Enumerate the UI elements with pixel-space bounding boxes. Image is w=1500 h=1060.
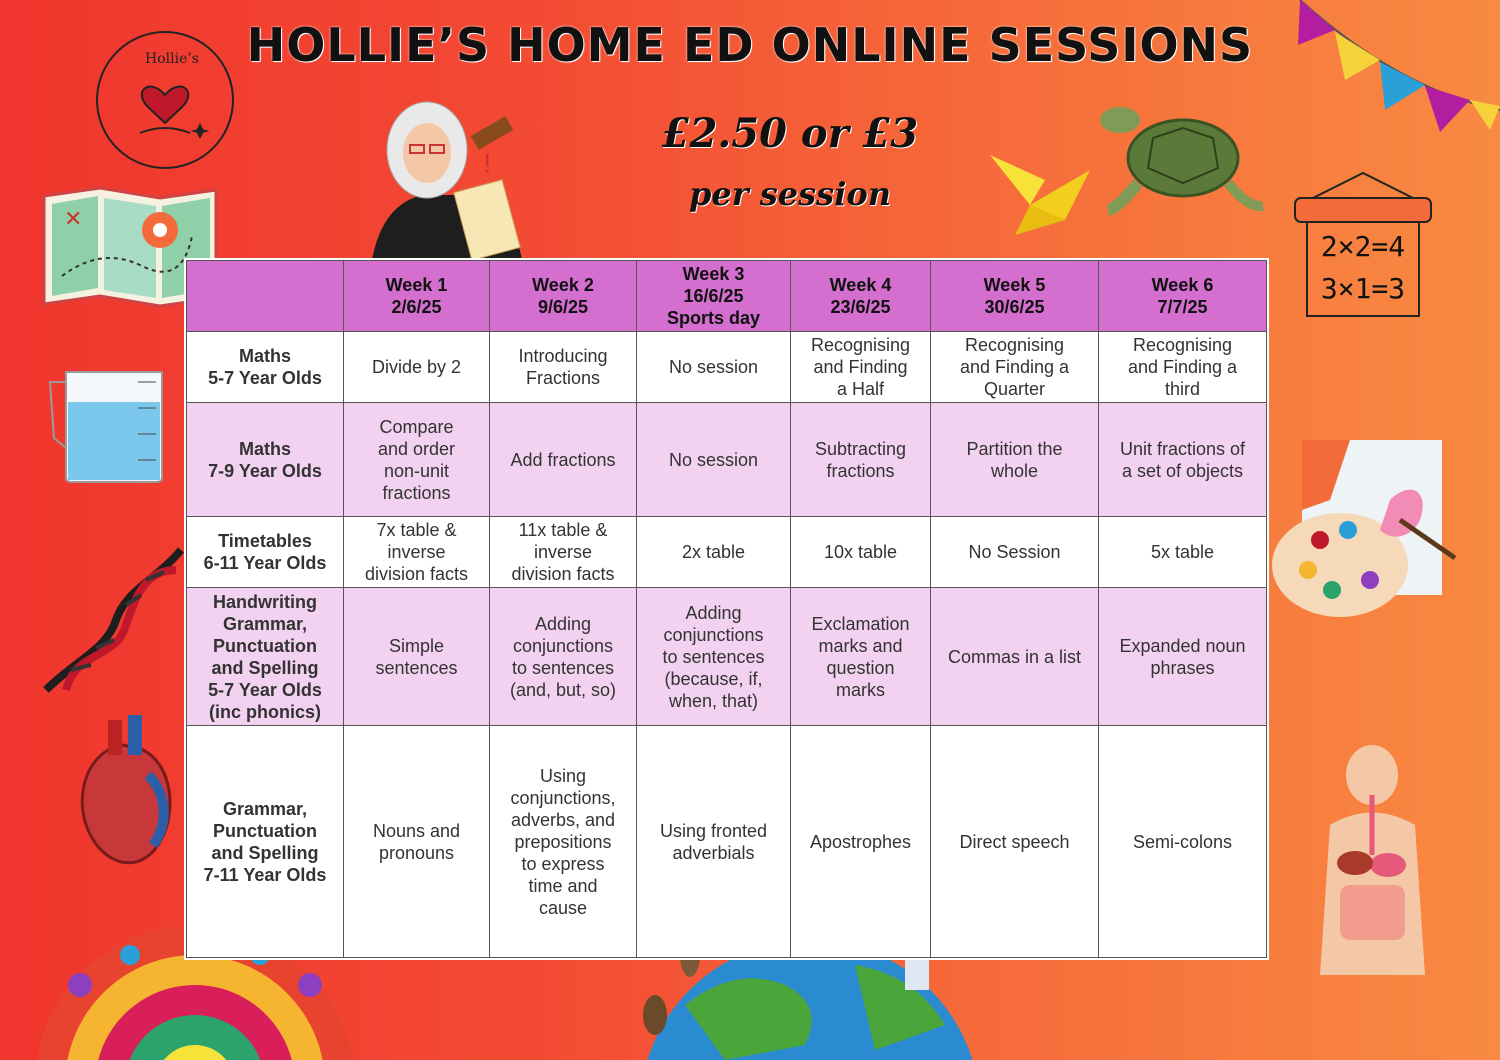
week-date: 30/6/25 bbox=[984, 297, 1045, 317]
logo-text: Hollie’s bbox=[145, 51, 199, 67]
per-session-text: per session bbox=[689, 175, 891, 213]
page-title: HOLLIE’S HOME ED ONLINE SESSIONS bbox=[246, 18, 1254, 72]
svg-text:!: ! bbox=[482, 150, 493, 180]
session-cell: Recognising and Finding a Half bbox=[791, 332, 931, 403]
table-row bbox=[187, 403, 1267, 517]
week-label: Week 3 bbox=[682, 264, 745, 284]
session-cell: Recognising and Finding a third bbox=[1099, 332, 1267, 403]
week-header bbox=[1099, 261, 1267, 332]
subject-cell: Maths 5-7 Year Olds bbox=[187, 332, 344, 403]
subject-cell: Maths 7-9 Year Olds bbox=[187, 403, 344, 517]
anatomical-heart-icon bbox=[68, 715, 183, 875]
chalkboard-line-2: 3×1=3 bbox=[1320, 272, 1406, 305]
week-date: 7/7/25 bbox=[1157, 297, 1208, 317]
session-cell: Introducing Fractions bbox=[490, 332, 637, 403]
week-date: 9/6/25 bbox=[537, 297, 589, 317]
table-row bbox=[187, 588, 1267, 726]
session-cell: Unit fractions of a set of objects bbox=[1099, 403, 1267, 517]
session-timetable bbox=[186, 260, 1267, 958]
session-cell: Compare and order non-unit fractions bbox=[344, 403, 490, 517]
svg-text:✕: ✕ bbox=[64, 207, 83, 232]
week-label: Week 4 bbox=[829, 275, 892, 295]
session-cell: Expanded noun phrases bbox=[1099, 588, 1267, 726]
chalkboard-line-1: 2×2=4 bbox=[1320, 230, 1406, 263]
subject-cell: Grammar, Punctuation and Spelling 7-11 Year Olds bbox=[187, 726, 344, 958]
session-cell: Divide by 2 bbox=[344, 332, 490, 403]
chalkboard-icon bbox=[1293, 168, 1433, 318]
session-cell: Add fractions bbox=[490, 403, 637, 517]
paint-palette-icon bbox=[1270, 440, 1458, 620]
session-cell: 10x table bbox=[791, 517, 931, 588]
week-header bbox=[344, 261, 490, 332]
week-date: 16/6/25 bbox=[683, 286, 744, 306]
session-cell: Apostrophes bbox=[791, 726, 931, 958]
week-header bbox=[637, 261, 791, 332]
session-cell: Subtracting fractions bbox=[791, 403, 931, 517]
week-date: 23/6/25 bbox=[830, 297, 891, 317]
session-cell: Partition the whole bbox=[931, 403, 1099, 517]
session-cell: Nouns and pronouns bbox=[344, 726, 490, 958]
session-cell: Exclamation marks and question marks bbox=[791, 588, 931, 726]
session-cell: No session bbox=[637, 403, 791, 517]
session-cell: Semi-colons bbox=[1099, 726, 1267, 958]
subject-cell: Handwriting Grammar, Punctuation and Spelling 5-7 Year Olds (inc phonics) bbox=[187, 588, 344, 726]
judge-icon bbox=[362, 95, 532, 265]
week-header bbox=[791, 261, 931, 332]
table-row bbox=[187, 517, 1267, 588]
session-cell: Commas in a list bbox=[931, 588, 1099, 726]
week-label: Week 6 bbox=[1151, 275, 1214, 295]
session-cell: Using conjunctions, adverbs, and prepositions to express time and cause bbox=[490, 726, 637, 958]
session-cell: 5x table bbox=[1099, 517, 1267, 588]
week-date: 2/6/25 bbox=[391, 297, 442, 317]
origami-bird-icon bbox=[985, 150, 1095, 240]
session-cell: No session bbox=[637, 332, 791, 403]
week-label: Week 1 bbox=[385, 275, 448, 295]
measuring-jug-icon bbox=[46, 368, 182, 483]
price-text: £2.50 or £3 bbox=[661, 110, 919, 157]
header-corner bbox=[187, 261, 344, 332]
table-row bbox=[187, 726, 1267, 958]
subject-cell: Timetables 6-11 Year Olds bbox=[187, 517, 344, 588]
header-row bbox=[187, 261, 1267, 332]
session-cell: Direct speech bbox=[931, 726, 1099, 958]
session-cell: Using fronted adverbials bbox=[637, 726, 791, 958]
table-row bbox=[187, 332, 1267, 403]
turtle-icon bbox=[1098, 98, 1268, 218]
week-note: Sports day bbox=[666, 308, 761, 328]
week-label: Week 2 bbox=[532, 275, 594, 295]
digestive-system-icon bbox=[1310, 745, 1435, 980]
session-cell: Adding conjunctions to sentences (and, but, so) bbox=[490, 588, 637, 726]
session-cell: 2x table bbox=[637, 517, 791, 588]
week-header bbox=[490, 261, 637, 332]
logo bbox=[90, 25, 240, 175]
session-cell: No Session bbox=[931, 517, 1099, 588]
bunting-icon bbox=[1290, 0, 1500, 140]
dna-icon bbox=[36, 540, 186, 695]
session-cell: Recognising and Finding a Quarter bbox=[931, 332, 1099, 403]
session-cell: Simple sentences bbox=[344, 588, 490, 726]
week-label: Week 5 bbox=[983, 275, 1046, 295]
session-cell: 7x table & inverse division facts bbox=[344, 517, 490, 588]
session-cell: Adding conjunctions to sentences (because, if, when, that) bbox=[637, 588, 791, 726]
week-header bbox=[931, 261, 1099, 332]
session-cell: 11x table & inverse division facts bbox=[490, 517, 637, 588]
